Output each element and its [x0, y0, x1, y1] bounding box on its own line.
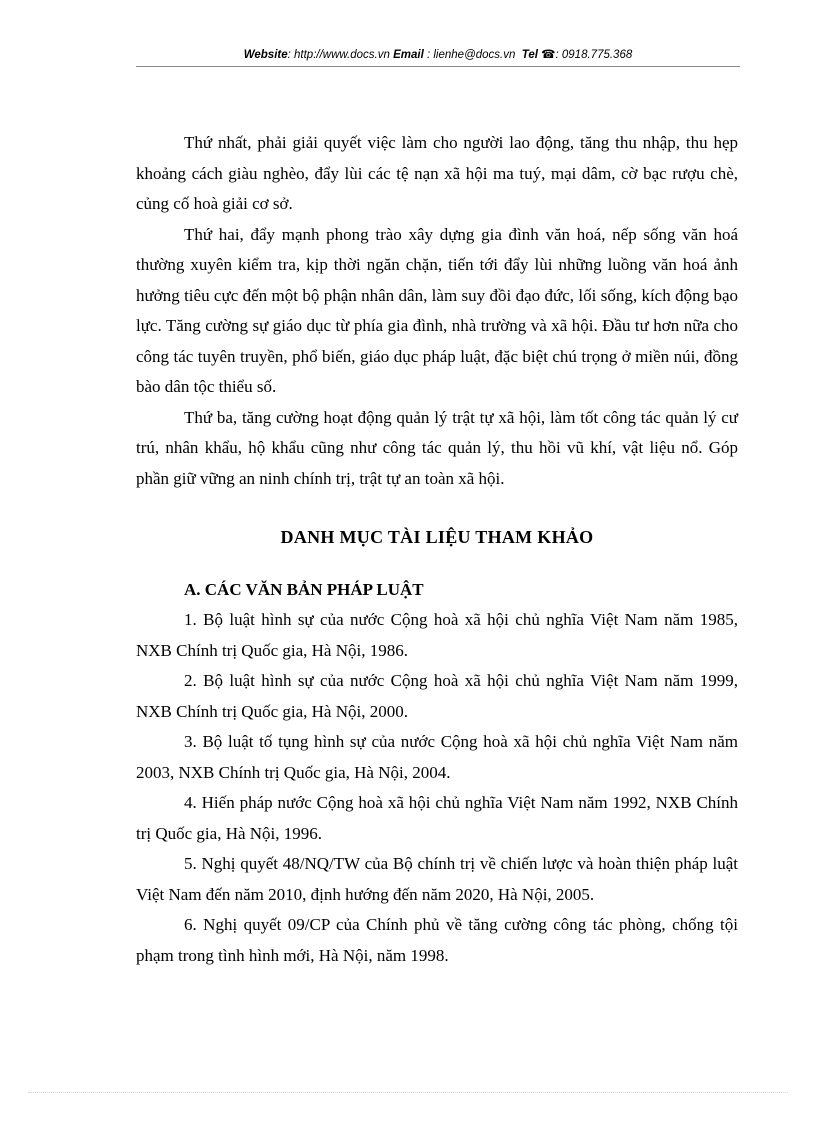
header-divider	[136, 66, 740, 67]
document-body	[136, 128, 738, 971]
reference-item: 1. Bộ luật hình sự của nước Cộng hoà xã hội chủ nghĩa Việt Nam năm 1985, NXB Chính trị Quốc gia, Hà Nội, 1986.	[136, 610, 738, 660]
website-value: : http://www.docs.vn	[287, 49, 390, 61]
page-header	[136, 47, 740, 61]
paragraph-2: Thứ hai, đẩy mạnh phong trào xây dựng gia đình văn hoá, nếp sống văn hoá thường xuyên kiểm tra, kịp thời ngăn chặn, tiến tới đẩy lùi những luồng văn hoá ảnh hưởng tiêu cực đến một bộ phận nhân dân, làm suy đồi đạo đức, lối sống, kích động bạo lực. Tăng cường sự giáo dục từ phía gia đình, nhà trường và xã hội. Đầu tư hơn nữa cho công tác tuyên truyền, phổ biến, giáo dục pháp luật, đặc biệt chú trọng ở miền núi, đồng bào dân tộc thiểu số.	[136, 224, 738, 396]
website-label: Website	[243, 49, 288, 61]
paragraph-3: Thứ ba, tăng cường hoạt động quản lý trật tự xã hội, làm tốt công tác quản lý cư trú, nhân khẩu, hộ khẩu cũng như công tác quản lý, thu hồi vũ khí, vật liệu nổ. Góp phần giữ vững an ninh chính trị, trật tự an toàn xã hội.	[136, 407, 738, 488]
paragraph-1: Thứ nhất, phải giải quyết việc làm cho người lao động, tăng thu nhập, thu hẹp khoảng cách giàu nghèo, đẩy lùi các tệ nạn xã hội ma tuý, mại dâm, cờ bạc rượu chè, củng cố hoà giải cơ sở.	[136, 133, 738, 213]
email-label: Email	[393, 49, 424, 61]
references-title: DANH MỤC TÀI LIỆU THAM KHẢO	[280, 527, 594, 547]
tel-value: : 0918.775.368	[555, 49, 633, 61]
reference-item: 2. Bộ luật hình sự của nước Cộng hoà xã hội chủ nghĩa Việt Nam năm 1999, NXB Chính trị Quốc gia, Hà Nội, 2000.	[136, 671, 738, 721]
section-a-heading: A. CÁC VĂN BẢN PHÁP LUẬT	[184, 579, 424, 599]
reference-list	[136, 605, 738, 971]
reference-item: 4. Hiến pháp nước Cộng hoà xã hội chủ nghĩa Việt Nam năm 1992, NXB Chính trị Quốc gia, Hà Nội, 1996.	[136, 793, 738, 843]
tel-label: Tel	[521, 49, 538, 61]
phone-icon: ☎	[541, 49, 556, 61]
reference-item: 3. Bộ luật tố tụng hình sự của nước Cộng hoà xã hội chủ nghĩa Việt Nam năm 2003, NXB Chính trị Quốc gia, Hà Nội, 2004.	[136, 732, 738, 782]
footer-divider	[28, 1092, 788, 1093]
reference-item: 6. Nghị quyết 09/CP của Chính phủ về tăng cường công tác phòng, chống tội phạm trong tình hình mới, Hà Nội, năm 1998.	[136, 915, 738, 965]
email-value: : lienhe@docs.vn	[426, 49, 516, 61]
reference-item: 5. Nghị quyết 48/NQ/TW của Bộ chính trị về chiến lược và hoàn thiện pháp luật Việt Nam đến năm 2010, định hướng đến năm 2020, Hà Nội, 2005.	[136, 854, 738, 904]
